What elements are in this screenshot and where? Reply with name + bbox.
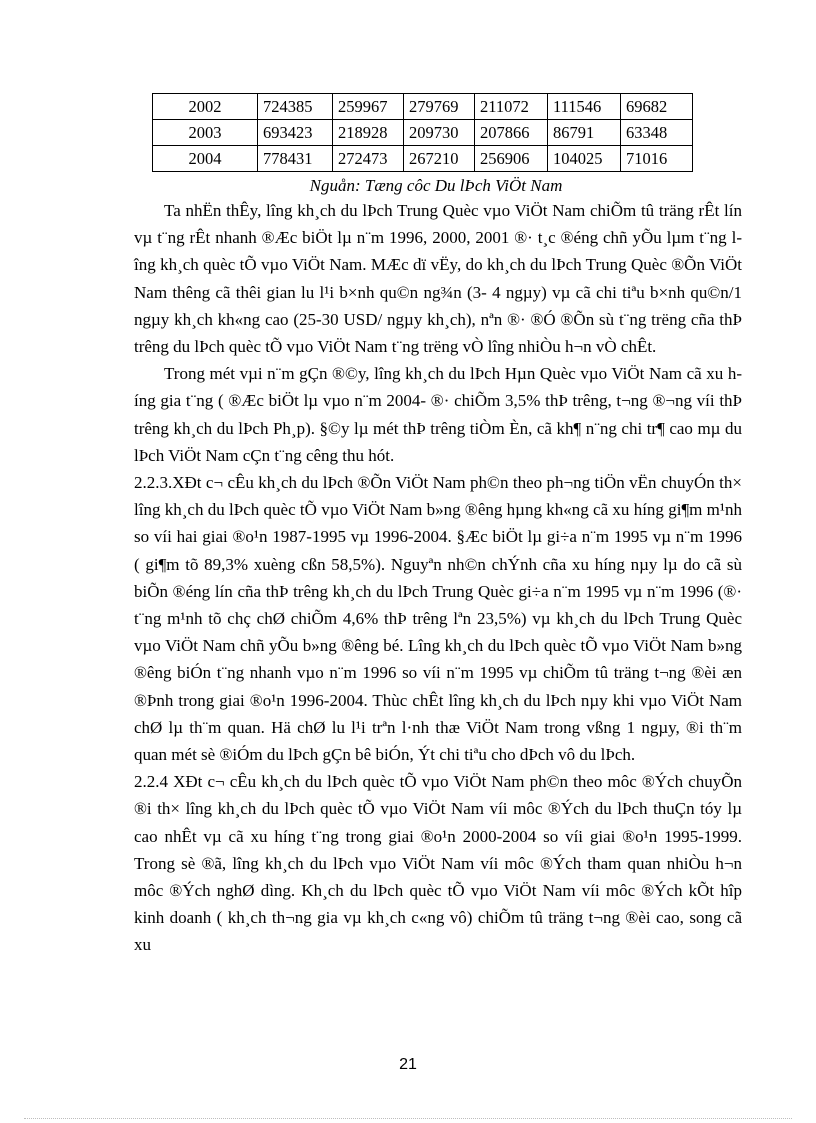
table-cell: 218928 bbox=[333, 120, 404, 146]
statistics-table bbox=[152, 93, 693, 172]
table-row bbox=[153, 146, 693, 172]
paragraph: Trong mét vµi n¨m gÇn ®©y, lîng kh¸ch du lÞch Hµn Quèc vµo ViÖt Nam cã xu híng gia t¨ng ( ®Æc biÖt lµ vµo n¨m 2004- ®· chiÕm 3,5% thÞ trêng, t¬ng ®¬ng víi thÞ trêng kh¸ch du lÞch Ph¸p). §©y lµ mét thÞ trêng tiÒm Èn, cã kh¶ n¨ng chi tr¶ cao mµ du lÞch ViÖt Nam cÇn t¨ng cêng thu hót. bbox=[134, 364, 742, 465]
table-cell: 778431 bbox=[258, 146, 333, 172]
table-cell: 267210 bbox=[404, 146, 475, 172]
table-cell: 86791 bbox=[548, 120, 621, 146]
table-cell: 272473 bbox=[333, 146, 404, 172]
table-cell: 724385 bbox=[258, 94, 333, 120]
table-cell: 211072 bbox=[475, 94, 548, 120]
page-number: 21 bbox=[399, 1056, 417, 1073]
table-cell: 69682 bbox=[621, 94, 693, 120]
table-cell: 259967 bbox=[333, 94, 404, 120]
table-cell: 279769 bbox=[404, 94, 475, 120]
section-paragraph: 2.2.3.XÐt c¬ cÊu kh¸ch du lÞch ®Õn ViÖt Nam ph©n theo ph¬ng tiÖn vËn chuyÓn th× lîng kh¸ch du lÞch quèc tÕ vµo ViÖt Nam b»ng ®êng hµng kh«ng cã xu híng gi¶m m¹nh so víi hai giai ®o¹n 1987-1995 vµ 1996-2004. §Æc biÖt lµ gi÷a n¨m 1995 vµ n¨m 1996 ( gi¶m tõ 89,3% xuèng cßn 58,5%). Nguyªn nh©n chÝnh cña xu híng nµy lµ do cã sù biÕn ®éng lín cña thÞ trêng kh¸ch du lÞch Trung Quèc gi÷a n¨m 1995 vµ n¨m 1996 (®· t¨ng m¹nh tõ chç chØ chiÕm 4,6% thÞ trêng lªn 23,5%) vµ kh¸ch du lÞch Trung Quèc vµo ViÖt Nam chñ yÕu b»ng ®êng bé. Lîng kh¸ch du lÞch quèc tÕ vµo ViÖt Nam b»ng ®êng biÓn t¨ng nhanh vµo n¨m 1996 so víi n¨m 1995 vµ chiÕm tû träng t¬ng ®èi æn ®Þnh trong giai ®o¹n 1996-2004. Thùc chÊt lîng kh¸ch du lÞch nµy khi vµo ViÖt Nam chØ lµ th¨m quan. Hä chØ lu l¹i trªn l·nh thæ ViÖt Nam trong vßng 1 ngµy, ®i th¨m quan mét sè ®iÓm du lÞch gÇn bê biÓn, Ýt chi tiªu cho dÞch vô du lÞch. bbox=[134, 473, 742, 765]
table-cell-year: 2003 bbox=[153, 120, 258, 146]
table-cell: 111546 bbox=[548, 94, 621, 120]
table-row bbox=[153, 120, 693, 146]
table-cell: 693423 bbox=[258, 120, 333, 146]
table-row bbox=[153, 94, 693, 120]
table-cell-year: 2002 bbox=[153, 94, 258, 120]
table-cell: 256906 bbox=[475, 146, 548, 172]
table-source-note: Nguån: Tæng côc Du lÞch ViÖt Nam bbox=[309, 176, 563, 195]
footer-divider bbox=[24, 1118, 792, 1119]
table-cell: 207866 bbox=[475, 120, 548, 146]
table-cell: 104025 bbox=[548, 146, 621, 172]
table-cell: 71016 bbox=[621, 146, 693, 172]
section-paragraph: 2.2.4 XÐt c¬ cÊu kh¸ch du lÞch quèc tÕ vµo ViÖt Nam ph©n theo môc ®Ých chuyÕn ®i th× lîng kh¸ch du lÞch quèc tÕ vµo ViÖt Nam víi môc ®Ých du lÞch thuÇn tóy lµ cao nhÊt vµ cã xu híng t¨ng trong giai ®o¹n 2000-2004 so víi giai ®o¹n 1995-1999. Trong sè ®ã, lîng kh¸ch du lÞch vµo ViÖt Nam víi môc ®Ých tham quan nhiÒu h¬n môc ®Ých nghØ dìng. Kh¸ch du lÞch quèc tÕ vµo ViÖt Nam víi môc ®Ých kÕt hîp kinh doanh ( kh¸ch th¬ng gia vµ kh¸ch c«ng vô) chiÕm tû träng t¬ng ®èi cao, song cã xu bbox=[134, 772, 742, 955]
table-cell-year: 2004 bbox=[153, 146, 258, 172]
table-cell: 63348 bbox=[621, 120, 693, 146]
table-cell: 209730 bbox=[404, 120, 475, 146]
body-text bbox=[134, 197, 742, 959]
paragraph: Ta nhËn thÊy, lîng kh¸ch du lÞch Trung Quèc vµo ViÖt Nam chiÕm tû träng rÊt lín vµ t¨ng rÊt nhanh ®Æc biÖt lµ n¨m 1996, 2000, 2001 ®· t¸c ®éng chñ yÕu lµm t¨ng lîng kh¸ch quèc tÕ vµo ViÖt Nam. MÆc dï vËy, do kh¸ch du lÞch Trung Quèc ®Õn ViÖt Nam thêng cã thêi gian lu l¹i b×nh qu©n ng¾n (3- 4 ngµy) vµ cã chi tiªu b×nh qu©n/1 ngµy kh¸ch kh«ng cao (25-30 USD/ ngµy kh¸ch), nªn ®· ®Ó ®Õn sù t¨ng trëng cña thÞ trêng du lÞch quèc tÕ vµo ViÖt Nam t¨ng trëng vÒ lîng nhiÒu h¬n vÒ chÊt. bbox=[134, 201, 742, 357]
